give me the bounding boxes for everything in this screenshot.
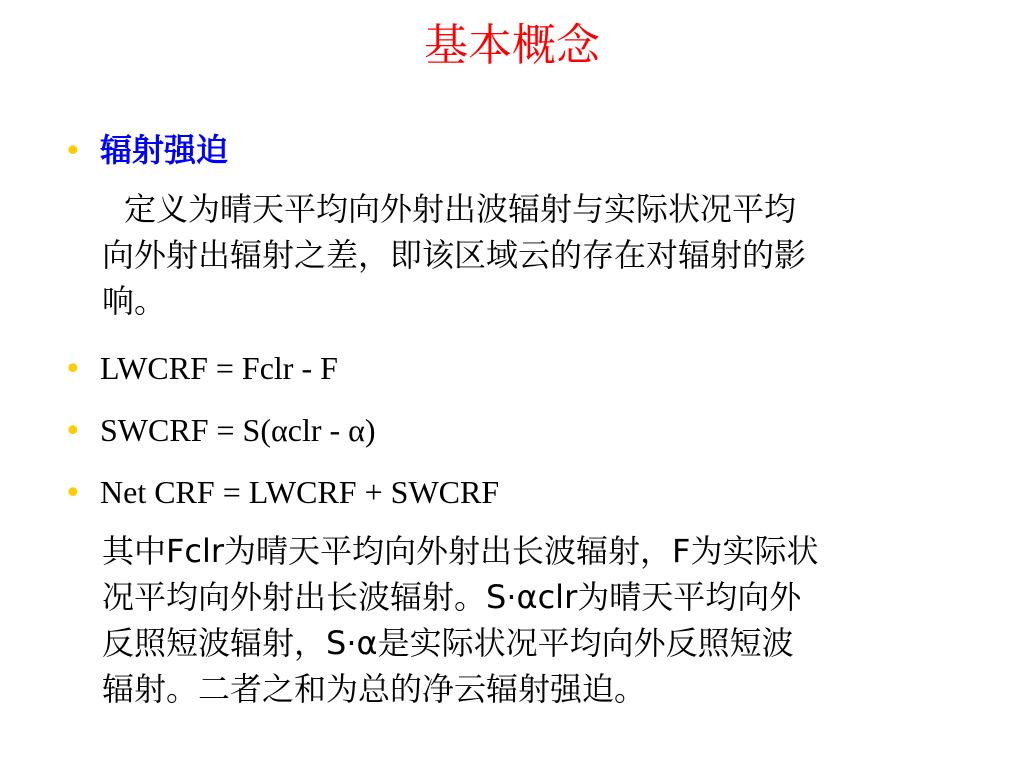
explanation-line: 反照短波辐射，S·α是实际状况平均向外反照短波	[102, 624, 794, 662]
explanation-line: 况平均向外射出长波辐射。S·αclr为晴天平均向外	[102, 578, 802, 616]
explanation-line: 辐射。二者之和为总的净云辐射强迫。	[102, 670, 647, 708]
definition-line: 响。	[102, 282, 167, 320]
bullet-icon: •	[64, 414, 82, 449]
formula-lwcrf: LWCRF = Fclr - F	[100, 350, 338, 386]
section-heading: 辐射强迫	[100, 131, 229, 169]
explanation-paragraph	[102, 528, 982, 712]
formula-swcrf: SWCRF = S(αclr - α)	[100, 412, 376, 448]
definition-line: 定义为晴天平均向外射出波辐射与实际状况平均	[124, 190, 797, 228]
explanation-line: 其中Fclr为晴天平均向外射出长波辐射，F为实际状	[102, 532, 819, 570]
bullet-heading	[64, 130, 228, 170]
bullet-icon: •	[64, 134, 82, 169]
slide-title: 基本概念	[424, 20, 600, 71]
bullet-formula-sw	[64, 410, 376, 450]
bullet-formula-net	[64, 472, 499, 512]
bullet-icon: •	[64, 476, 82, 511]
formula-net-crf: Net CRF = LWCRF + SWCRF	[100, 474, 500, 510]
definition-line: 向外射出辐射之差，即该区域云的存在对辐射的影	[102, 236, 807, 274]
bullet-formula-lw	[64, 348, 338, 388]
definition-paragraph	[102, 186, 982, 324]
bullet-icon: •	[64, 352, 82, 387]
